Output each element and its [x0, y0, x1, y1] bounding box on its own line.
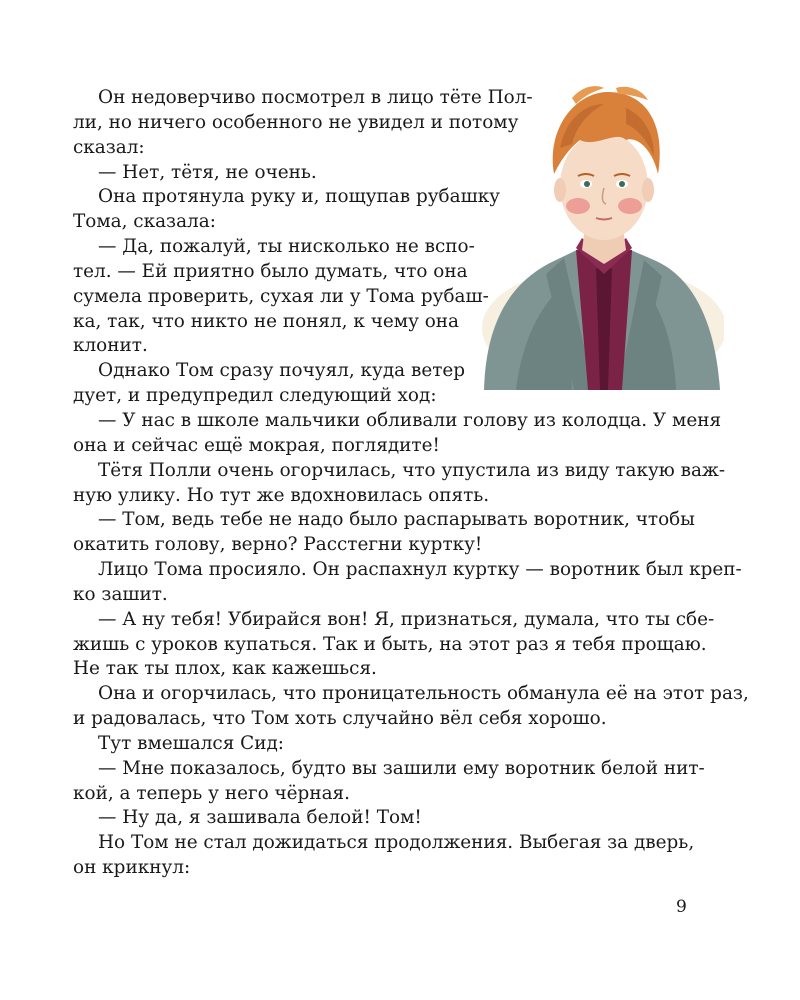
text-line: клонит.: [73, 335, 148, 357]
text-line: ли, но ничего особенного не увидел и потому: [73, 111, 519, 133]
text-line: сумела проверить, сухая ли у Тома рубаш-: [73, 285, 489, 307]
text-line: окатить голову, верно? Расстегни куртку!: [73, 534, 483, 556]
text-line: Он недоверчиво посмотрел в лицо тёте Пол-: [98, 87, 533, 108]
text-line: — Мне показалось, будто вы зашили ему воротник белой нит-: [98, 757, 705, 779]
text-line: Лицо Тома просияло. Он распахнул куртку — воротник был креп-: [98, 559, 742, 581]
text-line: Тётя Полли очень огорчилась, что упустила из виду такую важ-: [98, 459, 726, 481]
text-line: тел. — Ей приятно было думать, что она: [73, 260, 468, 282]
text-line: дует, и предупредил следующий ход:: [73, 385, 437, 407]
text-line: она и сейчас ещё мокрая, поглядите!: [73, 434, 440, 456]
text-line: и радовалась, что Том хоть случайно вёл себя хорошо.: [73, 708, 607, 730]
text-line: Она протянула руку и, пощупав рубашку: [98, 186, 501, 208]
text-line: — У нас в школе мальчики обливали голову из колодца. У меня: [98, 409, 722, 431]
text-line: ка, так, что никто не понял, к чему она: [73, 310, 460, 332]
text-line: Тома, сказала:: [73, 211, 216, 233]
page-number: 9: [676, 897, 687, 917]
text-line: — Том, ведь тебе не надо было распарывать воротник, чтобы: [98, 509, 695, 531]
text-line: Она и огорчилась, что проницательность обманула её на этот раз,: [98, 683, 749, 705]
text-line: Тут вмешался Сид:: [98, 732, 284, 754]
text-line: ную улику. Но тут же вдохновилась опять.: [73, 484, 490, 506]
text-line: — Да, пожалуй, ты нисколько не вспо-: [98, 236, 475, 258]
text-line: сказал:: [73, 136, 145, 158]
story-text: [73, 86, 749, 881]
text-line: Не так ты плох, как кажешься.: [73, 658, 377, 680]
text-line: кой, а теперь у него чёрная.: [73, 782, 350, 804]
text-line: — Нет, тётя, не очень.: [98, 161, 317, 183]
text-line: жишь с уроков купаться. Так и быть, на этот раз я тебя прощаю.: [73, 633, 707, 655]
text-line: ко зашит.: [73, 583, 168, 605]
text-line: Но Том не стал дожидаться продолжения. Выбегая за дверь,: [98, 832, 695, 854]
text-line: — А ну тебя! Убирайся вон! Я, признаться, думала, что ты сбе-: [98, 608, 715, 630]
text-line: — Ну да, я зашивала белой! Том!: [98, 807, 422, 829]
text-line: он крикнул:: [73, 857, 191, 879]
text-line: Однако Том сразу почуял, куда ветер: [98, 360, 466, 382]
